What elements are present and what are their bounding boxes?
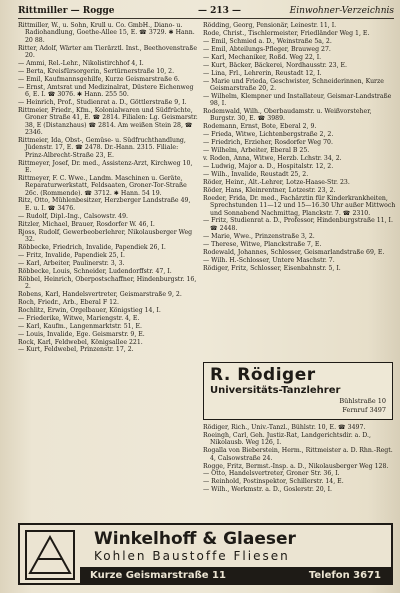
directory-entry: — Reinhold, Postinspektor, Schillerstr. 14, E. bbox=[203, 478, 344, 486]
directory-entry: — Therese, Witwe, Planckstraße 7, E. bbox=[203, 240, 322, 248]
directory-entry: — Emil, Abteilungs-Pfleger, Brauweg 27. bbox=[203, 45, 331, 53]
left-column bbox=[18, 22, 198, 354]
directory-entry: — Otto, Handelsvertreter, Groner Str. 36, I. bbox=[203, 470, 340, 478]
directory-entry: Ritzler, Michael, Brauer, Rosdorfer W. 46, I. bbox=[18, 220, 155, 228]
directory-entry: v. Roden, Anna, Witwe, Herzb. Lchstr. 34, 2. bbox=[203, 155, 342, 163]
directory-entry: — Lina, Frl., Lehrerin, Reustadt 12, I. bbox=[203, 69, 322, 77]
page-header bbox=[18, 6, 394, 18]
directory-entry: — Karl, Kaufm., Langenmarktstr. 51, E. bbox=[18, 322, 142, 330]
directory-entry: Roch, Friedr., Arb., Eberal F 12. bbox=[18, 298, 119, 306]
directory-entry: — Wilhelm, Klempner und Installateur, Geismar-Landstraße 98, I. bbox=[203, 92, 392, 108]
ad-small-phone: Fernruf 3497 bbox=[342, 406, 386, 414]
directory-entry: Rittmeier, Friedr., Kfm., Kolonialwaren und Südfrüchte, Groner Straße 41, E. ☎ 2814. Filialen: Lg. Geismarstr. 38, E (Distanzhaus) ☎ 2814. Am weißen Stein 28, ☎ 2346. bbox=[18, 106, 198, 136]
directory-entry: Rödiger, Rich., Univ.-Tanzl., Bühlstr. 10, E. ☎ 3497. bbox=[203, 424, 366, 431]
directory-entry: — Kurt, Bäcker, Bäckerei, Nordhausstr. 23, E. bbox=[203, 61, 348, 69]
directory-entry: Rödiger, Fritz, Schlosser, Eisenbahnstr. 5, I. bbox=[203, 264, 341, 272]
ad-small-profession: Universitäts-Tanzlehrer bbox=[210, 385, 341, 396]
directory-entry: — Ammi, Rel.-Lehr., Nikolistirchhof 4, I. bbox=[18, 59, 144, 67]
directory-entry: — Wilh. H.-Schlosser, Untere Maschstr. 7. bbox=[203, 256, 335, 264]
directory-entry: Rock, Karl, Feldwebel, Königsallee 221. bbox=[18, 338, 143, 346]
directory-entry: — Marie, Wwe., Prinzenstraße 3, 2. bbox=[203, 232, 315, 240]
ad-address: Kurze Geismarstraße 11 bbox=[90, 570, 226, 581]
directory-entry: Rodemwald, Wilh., Oberbaudamstr. u. Weißvorsteher, Burgstr. 30, E. ☎ 3989. bbox=[203, 108, 372, 123]
directory-entry: Roeder, Frida, Dr. med., Fachärztin für Kinderkrankheiten, Sprechstunden 11—12 und 15—16.30 Uhr außer Mittwoch und Sonnabend Nachmittag, Planckstr. 7. ☎ 2310. bbox=[203, 194, 396, 217]
directory-entry: Rittmiller, W., u. Sohn, Krull u. Co. GmbH., Diano- u. Radiohandlung, Goethe-Allee 15, E. ☎ 3729. ✱ Hann. 20 88. bbox=[18, 22, 195, 44]
rodiger-advertisement bbox=[203, 362, 393, 420]
directory-entry: Rode, Christ., Tischlermeister, Friedländer Weg 1, E. bbox=[203, 29, 370, 37]
directory-entry: Rodemann, Ernst, Bote, Eberal 2, 9. bbox=[203, 123, 317, 131]
directory-entry: — Rudolf, Dipl.-Ing., Calsowstr. 49. bbox=[18, 212, 129, 220]
directory-entry: — Ernst, Amtsrat und Medizinalrat, Düstere Eichenweg 6, E. I. ☎ 3076. ✱ Hann. 255 50. bbox=[18, 83, 194, 99]
directory-entry: Rochlitz, Erwin, Orgelbauer, Königstieg 14, I. bbox=[18, 306, 161, 314]
header-rule bbox=[18, 18, 394, 19]
directory-entry: — Friederike, Witwe, Mariengstr. 4, E. bbox=[18, 314, 140, 322]
directory-entry: — Frieda, Witwe, Lichtenbergstraße 2, 2. bbox=[203, 131, 334, 139]
directory-entry: Rjoss, Rudolf, Gewerbeoberlehrer, Nikolausberger Weg 32. bbox=[18, 228, 193, 243]
directory-entry: — Emil, Kaufmannsgehilfe, Kurze Geismarstraße 6. bbox=[18, 75, 180, 83]
directory-entry: Röbbel, Heinrich, Oberpostschaffner, Hindenburgstr. 16, 2. bbox=[18, 275, 197, 290]
directory-entry: Rittmeyer, F. C. Wwe., Landm. Maschinen u. Geräte, Reparaturwerkstatt, Feldsaaten, Groner-Tor-Straße 26c. (Rommende). ☎ 3712. ✱ Hann. 54 19. bbox=[18, 174, 187, 197]
header-left-range: Rittmiller — Rogge bbox=[18, 6, 115, 16]
directory-entry: — Wilh., Werkmstr. a. D., Goslerstr. 20, I. bbox=[203, 486, 333, 494]
directory-entry: Rittmeyer, Josef, Dr. med., Assistenz-Arzt, Kirchweg 10, E. bbox=[18, 159, 193, 174]
ad-goods: Kohlen Baustoffe Fliesen bbox=[94, 549, 290, 563]
header-right-title: Einwohner-Verzeichnis bbox=[289, 6, 394, 16]
directory-entry: Roeingh, Carl, Geh. Justiz-Rat, Landgerichtsdir. a. D., Nikolausb. Weg 126, I. bbox=[203, 431, 371, 447]
directory-entry: — Wilhelm, Arbeiter, Eberal B 25. bbox=[203, 147, 310, 155]
ad-firm-name: Winkelhoff & Glaeser bbox=[94, 529, 296, 549]
directory-entry: — Karl, Mechaniker, Roßd. Weg 22, I. bbox=[203, 53, 322, 61]
directory-entry: Röbbecke, Louis, Schneider, Ludendorffstr. 47, I. bbox=[18, 267, 172, 275]
directory-entry: Röbbecke, Friedrich, Invalide, Papendiek 26, I. bbox=[18, 243, 166, 251]
ad-small-street: Bühlstraße 10 bbox=[339, 397, 386, 405]
directory-entry: Rödding, Georg, Pensionär, Leinestr. 11, I. bbox=[203, 22, 337, 29]
directory-entry: — Louis, Invalide, Ege. Geismarstr. 9, E. bbox=[18, 330, 145, 338]
ad-small-name: R. Rödiger bbox=[210, 365, 316, 385]
directory-entry: — Friedrich, Erzieher, Rosdorfer Weg 70. bbox=[203, 139, 333, 147]
directory-entry: — Karl, Arbeiter, Paulinerstr. 3, 3. bbox=[18, 259, 125, 267]
right-column-lower bbox=[203, 424, 396, 494]
winkelhoff-advertisement bbox=[18, 523, 393, 585]
directory-entry: Röder, Hans, Kleinrentner, Lotzestr. 23, 2. bbox=[203, 186, 336, 194]
directory-entry: Rogge, Fritz, Bermst.-Insp. a. D., Nikolausberger Weg 128. bbox=[203, 462, 389, 470]
directory-entry: Ritz, Otto, Mühlenbesitzer, Herzberger Landstraße 49, E. u. I. ☎ 3476. bbox=[18, 197, 191, 212]
directory-entry: — Fritz, Studienrat a. D., Professor, Hindenburgstraße 11, I. ☎ 2448. bbox=[203, 217, 393, 232]
directory-entry: — Heinrich, Prof., Studienrat a. D., Göttlerstraße 9, I. bbox=[18, 99, 187, 106]
directory-entry: — Fritz, Invalide, Papendiek 25, I. bbox=[18, 251, 125, 259]
directory-entry: — Ludwig, Major a. D., Hospitalstr. 12, 2. bbox=[203, 163, 334, 171]
page-number: — 213 — bbox=[198, 6, 242, 16]
directory-entry: — Wilh., Invalide, Reustadt 25, 2. bbox=[203, 171, 309, 179]
directory-entry: — Marie und Frieda, Geschwister, Schneiderinnen, Kurze Geismarstraße 20, 2. bbox=[203, 77, 384, 92]
directory-entry: Rittmeier, Ida, Obst-, Gemüse- u. Südfruchthandlung, Jüdenstr. 17, E. ☎ 2478. Dr.-Hann. 2315. Filiale: Prinz-Albrecht-Straße 23, E. bbox=[18, 136, 186, 159]
directory-entry: — Kurt, Feldwebel, Prinzenstr. 17, 2. bbox=[18, 346, 134, 354]
directory-entry: — Emil, Schmied a. D., Weinstraße 5a, 2. bbox=[203, 37, 332, 45]
ad-phone: Telefon 3671 bbox=[308, 570, 381, 581]
directory-entry: Röder, Heinr., Alt.-Lehrer, Lotze-Haase-Str. 23. bbox=[203, 178, 350, 186]
firm-logo-icon bbox=[24, 529, 76, 581]
directory-entry: Rodewald, Johannes, Schlosser, Geismarlandstraße 69, E. bbox=[203, 248, 385, 256]
right-column bbox=[203, 22, 396, 272]
directory-entry: Ritter, Adolf, Wärter am Tierärztl. Inst., Beethovenstraße 20. bbox=[18, 44, 198, 59]
directory-entry: — Berta, Kreisfürsorgerin, Sertürnerstraße 10, 2. bbox=[18, 67, 175, 75]
directory-entry: Robens, Karl, Handelsvertreter, Geismarstraße 9, 2. bbox=[18, 290, 182, 298]
directory-entry: Rogalla von Bieberstein, Herm., Rittmeister a. D. Rhn.-Regt. 4, Calsowstraße 24. bbox=[203, 447, 393, 462]
